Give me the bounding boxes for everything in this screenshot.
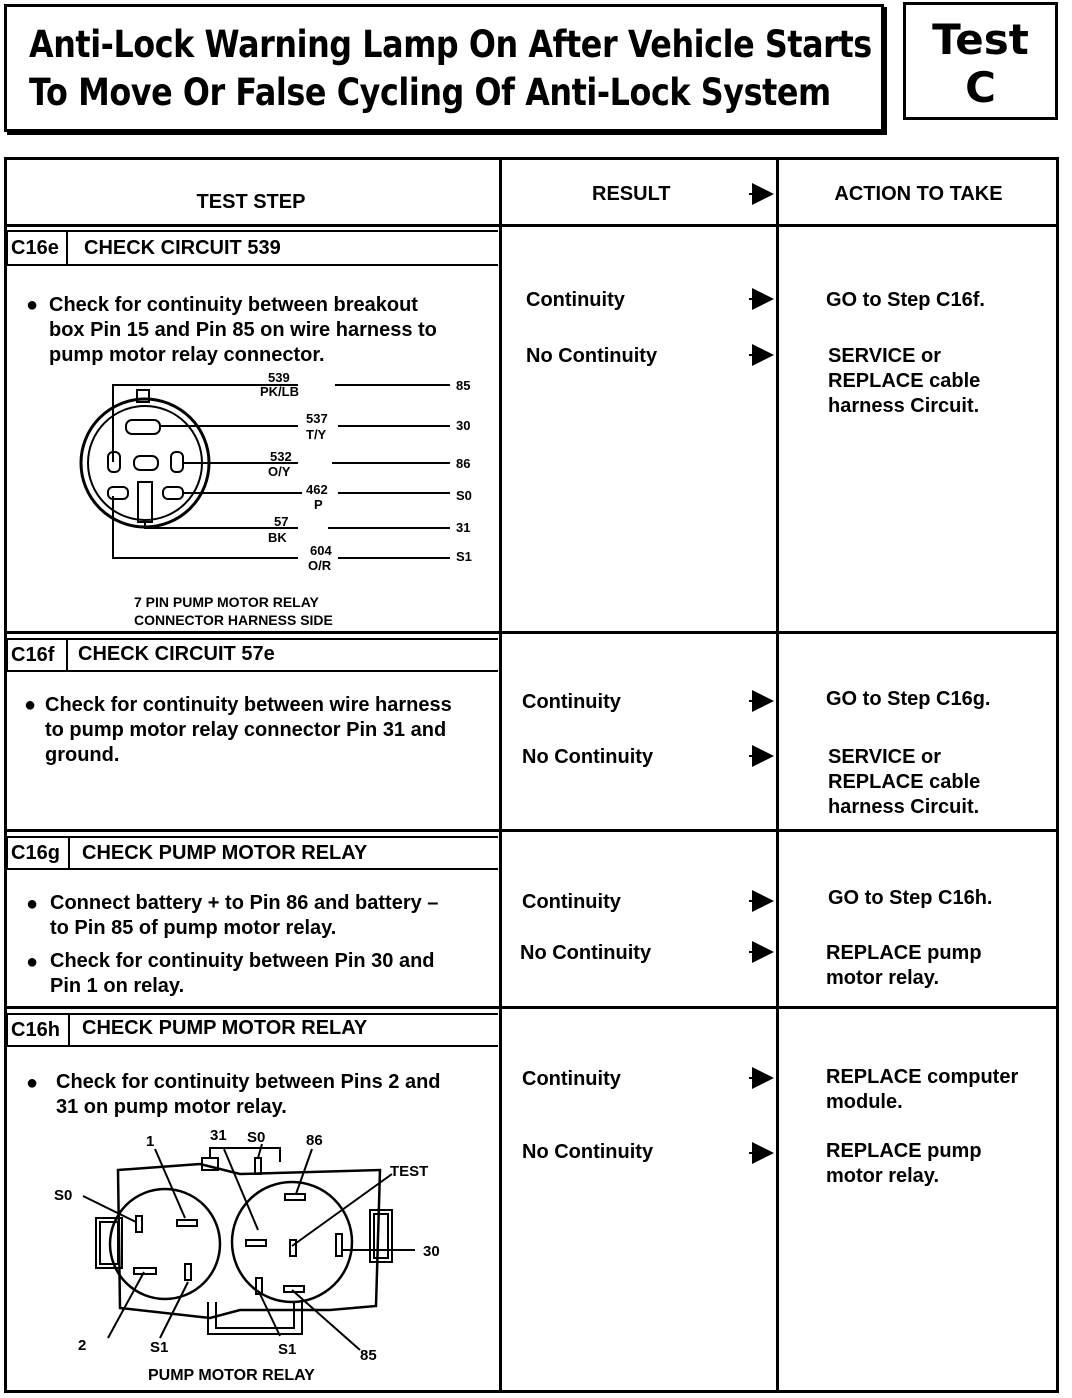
arrow-icon xyxy=(752,890,774,912)
connector-diagram xyxy=(70,368,490,633)
step-title-border xyxy=(68,1013,498,1015)
relay-caption: PUMP MOTOR RELAY xyxy=(148,1367,315,1384)
action-continuity xyxy=(826,288,985,313)
step-instruction xyxy=(50,949,435,999)
action-continuity xyxy=(828,886,992,911)
instruction-line: Check for continuity between Pin 30 and xyxy=(50,950,435,972)
action-no-continuity xyxy=(828,344,980,419)
action-line: module. xyxy=(826,1091,903,1113)
header-test-step: TEST STEP xyxy=(196,191,306,213)
action-line: harness Circuit. xyxy=(828,395,980,417)
header-arrow-icon xyxy=(752,183,774,205)
step-title-border xyxy=(6,1045,498,1047)
arrow-icon xyxy=(752,690,774,712)
relay-label-30: 30 xyxy=(423,1243,440,1260)
action-no-continuity xyxy=(826,1139,982,1189)
wire-462-color: P xyxy=(314,497,323,512)
action-line: REPLACE computer xyxy=(826,1066,1019,1088)
step-instruction xyxy=(45,693,452,768)
wire-462-circuit: 462 xyxy=(306,482,328,497)
wire-57-pin: 31 xyxy=(456,520,471,535)
row-divider-2 xyxy=(6,829,1058,832)
bullet-icon: ● xyxy=(26,1072,39,1094)
header-action: ACTION TO TAKE xyxy=(834,183,1003,205)
relay-label-86: 86 xyxy=(306,1132,323,1149)
relay-label-s0-top: S0 xyxy=(247,1129,266,1146)
arrow-icon xyxy=(752,1067,774,1089)
wire-537-pin: 30 xyxy=(456,418,471,433)
test-letter: C xyxy=(965,63,996,112)
relay-diagram xyxy=(40,1122,480,1390)
action-continuity xyxy=(826,1065,1018,1115)
column-divider-2 xyxy=(776,160,779,1392)
step-title-border xyxy=(66,638,498,640)
title-box xyxy=(4,4,884,132)
bullet-icon: ● xyxy=(26,893,39,915)
test-tag-box xyxy=(903,2,1058,120)
action-line: motor relay. xyxy=(826,1165,939,1187)
bullet-icon: ● xyxy=(26,951,39,973)
wire-604-color: O/R xyxy=(308,558,332,573)
instruction-line: to Pin 85 of pump motor relay. xyxy=(50,917,337,939)
action-no-continuity xyxy=(826,941,982,991)
step-title-border xyxy=(6,670,498,672)
action-line: GO to Step C16g. xyxy=(826,688,991,710)
wire-57-color: BK xyxy=(268,530,287,545)
arrow-icon xyxy=(752,1142,774,1164)
relay-label-test: TEST xyxy=(390,1163,429,1180)
step-instruction xyxy=(50,891,438,941)
result-no-continuity: No Continuity xyxy=(526,345,658,367)
wire-604-pin: S1 xyxy=(456,549,472,564)
relay-label-s1-left: S1 xyxy=(150,1339,169,1356)
wire-539-circuit: 539 xyxy=(268,370,290,385)
page-title xyxy=(29,21,872,117)
relay-label-85: 85 xyxy=(360,1347,377,1364)
step-title-border xyxy=(66,230,498,232)
instruction-line: Check for continuity between breakout xyxy=(49,294,418,316)
step-id: C16h xyxy=(11,1019,60,1041)
step-title-border xyxy=(68,836,498,838)
arrow-icon xyxy=(752,344,774,366)
action-line: harness Circuit. xyxy=(828,796,980,818)
action-no-continuity xyxy=(828,745,980,820)
result-continuity: Continuity xyxy=(522,691,621,713)
title-line-1: Anti-Lock Warning Lamp On After Vehicle Starts xyxy=(29,23,872,66)
action-line: REPLACE cable xyxy=(828,370,981,392)
step-title-border xyxy=(6,868,498,870)
wire-532-circuit: 532 xyxy=(270,449,292,464)
instruction-line: Check for continuity between Pins 2 and xyxy=(56,1071,441,1093)
relay-label-1: 1 xyxy=(146,1133,155,1150)
step-title: CHECK CIRCUIT 539 xyxy=(84,237,281,259)
step-title-border xyxy=(6,264,498,266)
result-no-continuity: No Continuity xyxy=(520,942,652,964)
wire-539-pin: 85 xyxy=(456,378,471,393)
bullet-icon: ● xyxy=(26,294,39,316)
header-divider xyxy=(6,224,1058,227)
wire-532-pin: 86 xyxy=(456,456,471,471)
action-line: GO to Step C16h. xyxy=(828,887,993,909)
action-line: GO to Step C16f. xyxy=(826,289,985,311)
instruction-line: 31 on pump motor relay. xyxy=(56,1096,287,1118)
instruction-line: Check for continuity between wire harness xyxy=(45,694,452,716)
wire-57-circuit: 57 xyxy=(274,514,289,529)
relay-label-31: 31 xyxy=(210,1127,227,1144)
action-line: SERVICE or xyxy=(828,345,941,367)
wire-532-color: O/Y xyxy=(268,464,291,479)
row-divider-3 xyxy=(6,1006,1058,1009)
wire-537-color: T/Y xyxy=(306,427,327,442)
result-continuity: Continuity xyxy=(522,891,621,913)
action-line: motor relay. xyxy=(826,967,939,989)
header-result: RESULT xyxy=(592,183,671,205)
connector-caption-1: 7 PIN PUMP MOTOR RELAY xyxy=(134,594,319,610)
title-line-2: To Move Or False Cycling Of Anti-Lock System xyxy=(29,71,831,114)
step-id: C16f xyxy=(11,644,55,666)
test-word: Test xyxy=(932,15,1029,64)
wire-462-pin: S0 xyxy=(456,488,472,503)
instruction-line: to pump motor relay connector Pin 31 and xyxy=(45,719,447,741)
arrow-icon xyxy=(752,745,774,767)
instruction-line: box Pin 15 and Pin 85 on wire harness to xyxy=(49,319,437,341)
instruction-line: Pin 1 on relay. xyxy=(50,975,185,997)
step-title: CHECK CIRCUIT 57e xyxy=(78,643,275,665)
wire-604-circuit: 604 xyxy=(310,543,332,558)
step-id: C16e xyxy=(11,237,59,259)
action-line: REPLACE pump xyxy=(826,1140,982,1162)
action-line: REPLACE cable xyxy=(828,771,981,793)
step-title: CHECK PUMP MOTOR RELAY xyxy=(82,1017,368,1039)
step-instruction xyxy=(49,293,437,368)
result-continuity: Continuity xyxy=(526,289,625,311)
wire-539-color: PK/LB xyxy=(260,384,299,399)
arrow-icon xyxy=(752,941,774,963)
result-no-continuity: No Continuity xyxy=(522,1141,654,1163)
instruction-line: pump motor relay connector. xyxy=(49,344,325,366)
action-line: REPLACE pump xyxy=(826,942,982,964)
action-continuity xyxy=(826,687,990,712)
step-instruction xyxy=(56,1070,441,1120)
wire-537-circuit: 537 xyxy=(306,411,328,426)
step-title: CHECK PUMP MOTOR RELAY xyxy=(82,842,368,864)
instruction-line: Connect battery + to Pin 86 and battery – xyxy=(50,892,439,914)
step-id: C16g xyxy=(11,842,60,864)
arrow-icon xyxy=(752,288,774,310)
bullet-icon: ● xyxy=(24,694,37,716)
instruction-line: ground. xyxy=(45,744,120,766)
relay-label-s1-right: S1 xyxy=(278,1341,297,1358)
relay-label-2: 2 xyxy=(78,1337,87,1354)
result-continuity: Continuity xyxy=(522,1068,621,1090)
result-no-continuity: No Continuity xyxy=(522,746,654,768)
action-line: SERVICE or xyxy=(828,746,941,768)
connector-caption-2: CONNECTOR HARNESS SIDE xyxy=(134,612,333,628)
column-divider-1 xyxy=(499,160,502,1392)
relay-label-s0-left: S0 xyxy=(54,1187,73,1204)
